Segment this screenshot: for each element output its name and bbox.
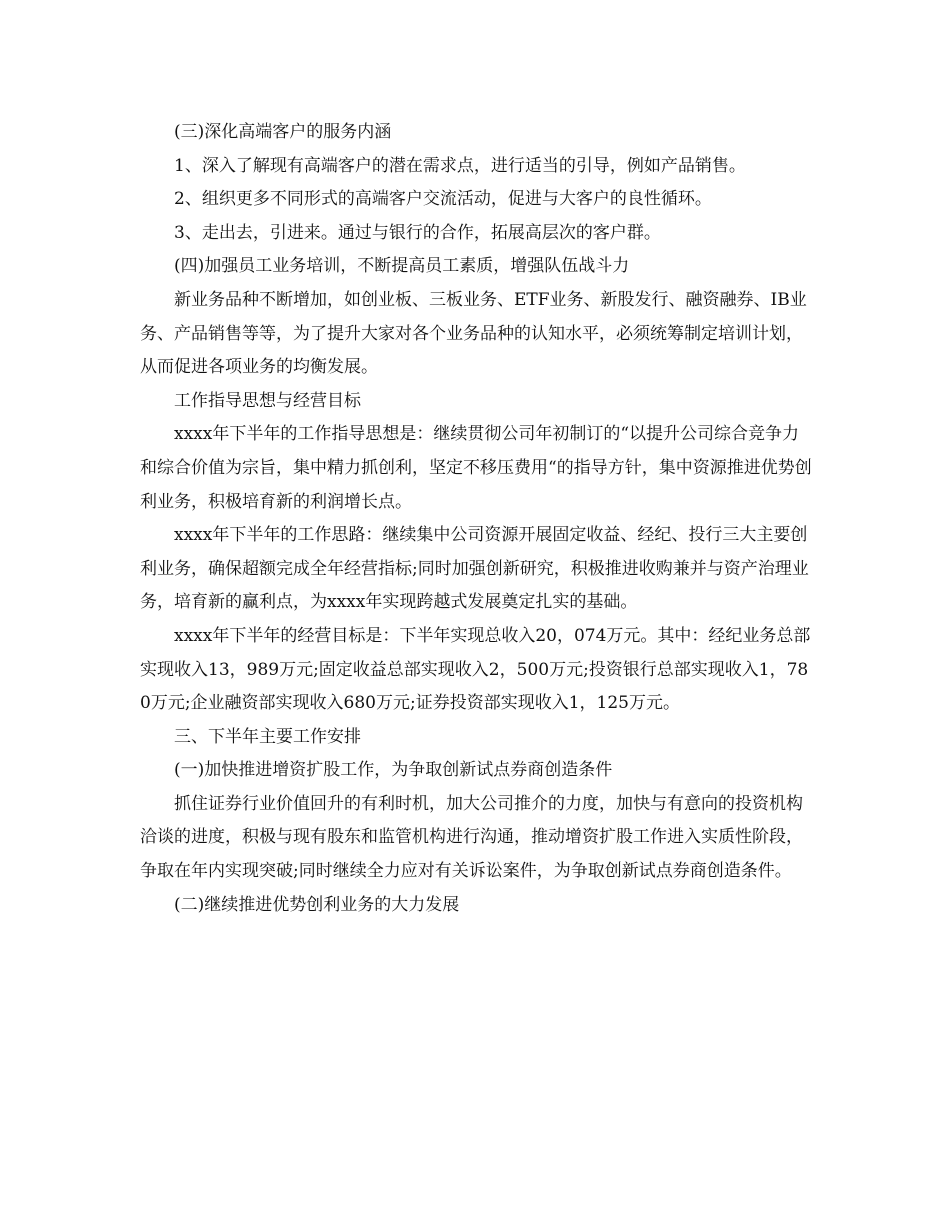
paragraph-capital-increase: 抓住证券行业价值回升的有利时机，加大公司推介的力度，加快与有意向的投资机构洽谈的进度，积极与现有股东和监管机构进行沟通，推动增资扩股工作进入实质性阶段，争取在年内实现突破;同时继续全力应对有关诉讼案件，为争取创新试点券商创造条件。 — [140, 793, 803, 882]
heading-deepen-high-end-service: (三)深化高端客户的服务内涵 — [174, 122, 392, 142]
list-item-3: 3、走出去，引进来。通过与银行的合作，拓展高层次的客户群。 — [174, 222, 661, 243]
heading-staff-training: (四)加强员工业务培训，不断提高员工素质，增强队伍战斗力 — [174, 256, 630, 277]
document-body — [140, 116, 816, 922]
heading-advantage-business: (二)继续推进优势创利业务的大力发展 — [174, 894, 460, 915]
heading-work-arrangements: 三、下半年主要工作安排 — [174, 726, 361, 747]
list-item-1: 1、深入了解现有高端客户的潜在需求点，进行适当的引导，例如产品销售。 — [174, 155, 746, 176]
heading-capital-increase: (一)加快推进增资扩股工作，为争取创新试点券商创造条件 — [174, 760, 613, 781]
paragraph-training-plan: 新业务品种不断增加，如创业板、三板业务、ETF业务、新股发行、融资融券、IB业务、产品销售等等，为了提升大家对各个业务品种的认知水平，必须统筹制定培训计划，从而促进各项业务的均衡发展。 — [140, 289, 807, 378]
paragraph-guiding-ideology: xxxx年下半年的工作指导思想是：继续贯彻公司年初制订的“以提升公司综合竞争力和综合价值为宗旨，集中精力抓创利，坚定不移压费用“的指导方针，集中资源推进优势创利业务，积极培育新的利润增长点。 — [140, 424, 812, 512]
heading-guiding-ideology: 工作指导思想与经营目标 — [174, 390, 361, 411]
paragraph-work-approach: xxxx年下半年的工作思路：继续集中公司资源开展固定收益、经纪、投行三大主要创利业务，确保超额完成全年经营指标;同时加强创新研究，积极推进收购兼并与资产治理业务，培育新的赢利点，为xxxx年实现跨越式发展奠定扎实的基础。 — [140, 525, 809, 613]
list-item-2: 2、组织更多不同形式的高端客户交流活动，促进与大客户的良性循环。 — [174, 189, 712, 210]
paragraph-business-targets: xxxx年下半年的经营目标是：下半年实现总收入20，074万元。其中：经纪业务总部实现收入13，989万元;固定收益总部实现收入2，500万元;投资银行总部实现收入1，780万元;企业融资部实现收入680万元;证券投资部实现收入1，125万元。 — [140, 625, 811, 714]
